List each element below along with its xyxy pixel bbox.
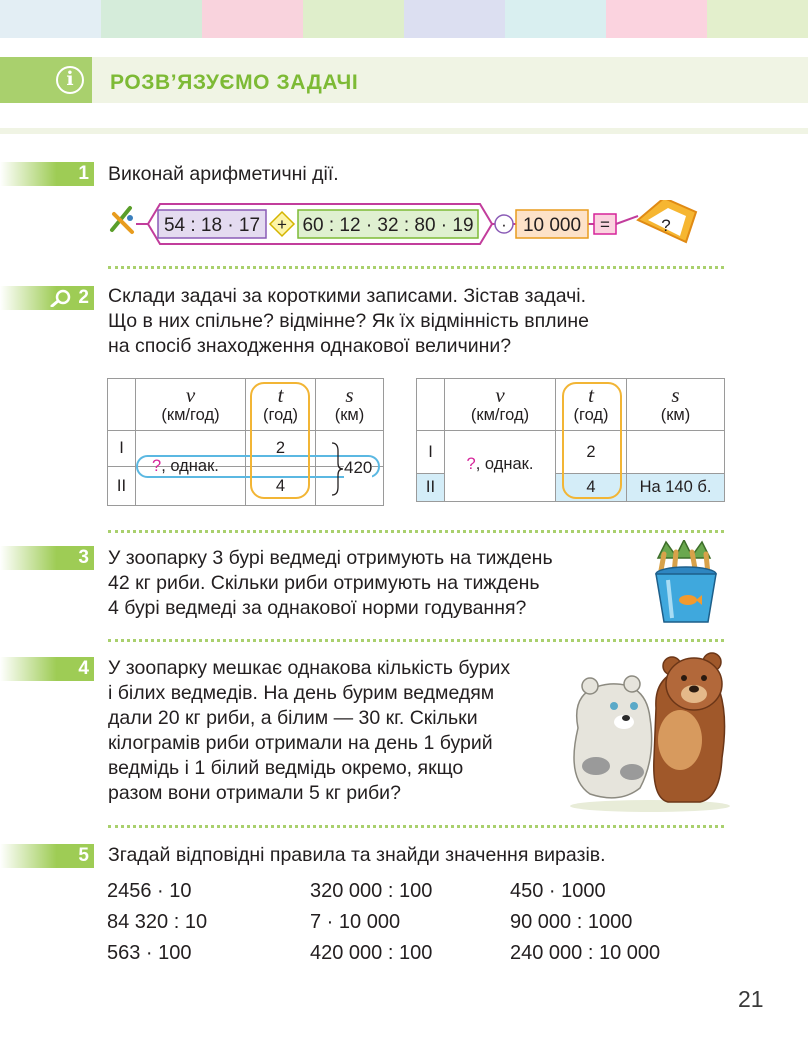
cell-distance: На 140 б. <box>627 474 725 502</box>
task-number-1: 1 <box>0 162 94 186</box>
time-unit: (год) <box>573 406 609 424</box>
divider-dotted <box>108 639 724 642</box>
chain-op-plus: + <box>277 215 287 234</box>
cell-time: 2 <box>556 431 627 474</box>
table-corner <box>417 379 445 431</box>
strip-segment <box>303 0 404 38</box>
expression: 450 · 1000 <box>510 880 606 902</box>
distance-symbol: s <box>345 383 354 407</box>
expression: 7 · 10 000 <box>310 911 401 933</box>
cell-time: 2 <box>246 431 316 467</box>
header-distance <box>316 379 384 431</box>
white-bear-icon <box>574 676 652 798</box>
strip-segment <box>505 0 606 38</box>
header-speed <box>136 379 246 431</box>
task4-line: У зоопарку мешкає однакова кількість бурих <box>108 657 511 679</box>
task3-line: 42 кг риби. Скільки риби отримують на тиждень <box>108 572 540 594</box>
strip-segment <box>404 0 505 38</box>
strip-segment <box>0 0 101 38</box>
expression: 90 000 : 1000 <box>510 911 633 933</box>
task3-line: 4 бурі ведмеді за однакової норми годування? <box>108 597 527 619</box>
divider-dotted <box>108 266 724 269</box>
time-oval <box>250 382 310 499</box>
fish-bucket-illustration <box>646 540 726 626</box>
brace-icon <box>330 441 344 497</box>
time-symbol: t <box>277 383 284 407</box>
time-oval <box>562 382 622 499</box>
question-mark: ? <box>466 455 476 473</box>
strip-segment <box>606 0 707 38</box>
chain-expr-a: 54 : 18 · 17 <box>163 215 261 236</box>
cell-time: 4 <box>556 474 627 502</box>
same-note: , однак. <box>475 455 534 473</box>
divider-dotted <box>108 530 724 533</box>
info-icon: i <box>56 66 84 94</box>
speed-symbol: v <box>495 383 505 407</box>
header-distance <box>627 379 725 431</box>
strip-segment <box>707 0 808 38</box>
task4-line: дали 20 кг риби, а білим — 30 кг. Скільки <box>108 707 478 729</box>
task4-text <box>108 656 510 806</box>
expression: 563 · 100 <box>107 942 192 964</box>
task4-line: кілограмів риби отримали на день 1 бурий <box>108 732 493 754</box>
task3-line: У зоопарку 3 бурі ведмеді отримують на тиждень <box>108 547 553 569</box>
row-label: II <box>417 474 445 502</box>
cell-time: 4 <box>246 467 316 506</box>
row-label: II <box>108 467 136 506</box>
cell-distance <box>627 431 725 474</box>
task-number-3: 3 <box>0 546 94 570</box>
task-number-4: 4 <box>0 657 94 681</box>
speed-unit: (км/год) <box>470 406 530 424</box>
row-label: I <box>417 431 445 474</box>
distance-unit: (км) <box>660 406 691 424</box>
brown-bear-icon <box>654 653 725 802</box>
task1-text: Виконай арифметичні дії. <box>108 163 339 185</box>
same-note: , однак. <box>161 457 219 475</box>
task4-line: ведмідь і 1 білий ведмідь окремо, якщо <box>108 757 464 779</box>
chain-expr-b: 60 : 12 · 32 : 80 · 19 <box>302 215 474 236</box>
speed-same-label <box>152 457 219 476</box>
task4-line: разом вони отримали 5 кг риби? <box>108 782 401 804</box>
task2-line: Що в них спільне? відмінне? Як їх відмінність вплине <box>108 310 590 332</box>
task2-line: на спосіб знаходження однакової величини? <box>108 335 512 357</box>
header-speed <box>445 379 556 431</box>
expression: 320 000 : 100 <box>310 880 433 902</box>
page-number: 21 <box>738 986 764 1012</box>
expression: 240 000 : 10 000 <box>510 942 661 964</box>
task2-text <box>108 284 589 359</box>
chain-op-dot: · <box>501 215 507 234</box>
strip-segment <box>202 0 303 38</box>
speed-unit: (км/год) <box>161 406 220 424</box>
bears-illustration <box>560 648 740 814</box>
strip-segment <box>101 0 202 38</box>
divider-dotted <box>108 825 724 828</box>
cell-speed-merged <box>445 431 556 502</box>
table-corner <box>108 379 136 431</box>
question-mark: ? <box>152 457 162 475</box>
task-number-5: 5 <box>0 844 94 868</box>
header-divider <box>0 128 808 134</box>
task5-text: Згадай відповідні правила та знайди значення виразів. <box>108 844 606 866</box>
task2-line: Склади задачі за короткими записами. Зістав задачі. <box>108 285 587 307</box>
expression: 420 000 : 100 <box>310 942 433 964</box>
time-unit: (год) <box>262 406 299 424</box>
task3-text <box>108 546 553 621</box>
section-title: РОЗВ’ЯЗУЄМО ЗАДАЧІ <box>110 71 359 94</box>
expression: 84 320 : 10 <box>107 911 208 933</box>
distance-symbol: s <box>671 383 680 407</box>
time-symbol: t <box>588 383 594 407</box>
chain-factor: 10 000 <box>522 215 582 236</box>
arithmetic-chain <box>108 200 708 252</box>
speed-symbol: v <box>185 383 196 407</box>
total-distance: 420 <box>344 458 373 477</box>
top-color-strip <box>0 0 808 38</box>
task-number-2 <box>0 286 94 310</box>
task2-number-label: 2 <box>78 287 89 308</box>
distance-unit: (км) <box>334 406 365 424</box>
magnifier-icon <box>50 289 72 307</box>
row-label: I <box>108 431 136 467</box>
scissors-icon <box>112 208 133 232</box>
task4-line: і білих ведмедів. На день бурим ведмедям <box>108 682 495 704</box>
chain-op-eq: = <box>600 215 610 234</box>
chain-answer: ? <box>661 216 671 235</box>
expression: 2456 · 10 <box>107 880 192 902</box>
